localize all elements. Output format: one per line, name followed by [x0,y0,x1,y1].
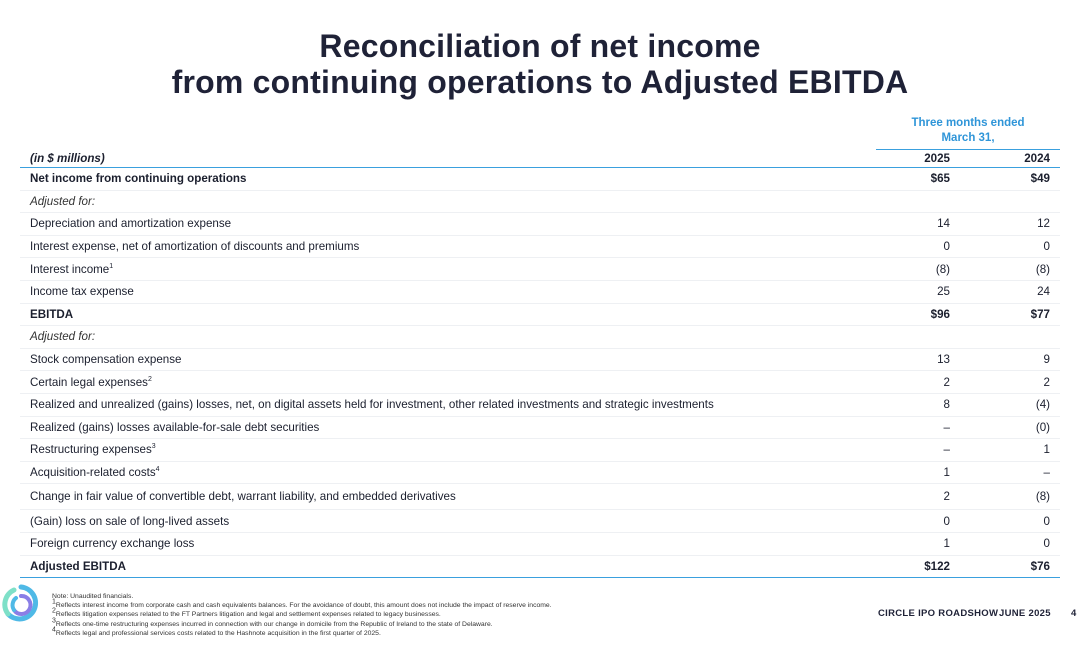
table-row-acquisition-costs [20,461,1060,484]
row-label: Restructuring expenses$^3$ [20,439,860,462]
value-2024: (4) [960,393,1060,416]
value-2024: 12 [960,213,1060,236]
table-row-fair-value-change [20,484,1060,510]
value-2024 [960,190,1060,213]
table-row-legal-expenses [20,371,1060,394]
value-2025: 0 [860,510,960,533]
value-2025: 1 [860,532,960,555]
value-2025: 2 [860,484,960,510]
footnote-marker: 3 [151,443,156,451]
row-label: Certain legal expenses$^2$ [20,371,860,394]
table-row-restructuring [20,439,1060,462]
table-row-stock-compensation [20,348,1060,371]
value-2024 [960,326,1060,349]
value-2024: 0 [960,235,1060,258]
value-2025: 8 [860,393,960,416]
value-2025: 0 [860,235,960,258]
row-label: Acquisition-related costs$^4$ [20,461,860,484]
value-2025: 14 [860,213,960,236]
row-label: Foreign currency exchange loss [20,532,860,555]
footnote-1: $^1$Reflects interest income from corporate cash and cash equivalents balances. For the avoidance of doubt, this amount does not include the impact of reserve income. [52,598,552,610]
table-row-adjusted-for [20,190,1060,213]
row-label: Depreciation and amortization expense [20,213,860,236]
footnote-2: $^2$Reflects litigation expenses related to the FT Partners litigation and legal and settlement expenses related to legacy businesses. [52,608,441,619]
value-2025: – [860,439,960,462]
column-header-2025: 2025 [860,150,960,168]
title-line-2: from continuing operations to Adjusted EBITDA [171,64,909,100]
value-2024: 24 [960,280,1060,303]
table-row-depreciation [20,213,1060,236]
value-2024: 0 [960,532,1060,555]
row-label: Realized and unrealized (gains) losses, net, on digital assets held for investment, other related investments and strategic investments [20,393,860,416]
row-label: Adjusted for: [20,326,860,349]
value-2025 [860,190,960,213]
period-line-1: Three months ended [911,117,1025,129]
row-label: Interest income$^1$ [20,258,860,281]
value-2024: (8) [960,484,1060,510]
note-unaudited: Note: Unaudited financials. [52,593,134,600]
footnote-marker: 4 [155,466,160,474]
value-2025 [860,326,960,349]
value-2025: $96 [860,303,960,326]
value-2024: 0 [960,510,1060,533]
period-header [876,116,1060,150]
column-header-2024: 2024 [960,150,1060,168]
page-title [0,28,1080,100]
period-line-2: March 31, [941,132,995,144]
footer-date: JUNE 2025 [999,608,1051,619]
value-2025: $122 [860,555,960,578]
table-row-income-tax [20,280,1060,303]
value-2025: (8) [860,258,960,281]
table-row-fx-loss [20,532,1060,555]
circle-logo-icon [2,584,40,626]
row-label: Adjusted EBITDA [20,555,860,578]
row-label: Stock compensation expense [20,348,860,371]
value-2025: $65 [860,168,960,191]
value-2024: $77 [960,303,1060,326]
footnote-3: $^3$Reflects one-time restructuring expenses incurred in connection with our change in domicile from the Republic of Ireland to the state of Delaware. [52,617,493,628]
table-header-row [20,150,1060,168]
title-line-1: Reconciliation of net income [319,28,761,64]
row-label: EBITDA [20,303,860,326]
reconciliation-table [20,150,1060,578]
row-label: Adjusted for: [20,190,860,213]
value-2024: 2 [960,371,1060,394]
value-2024: 9 [960,348,1060,371]
table-row-afs-securities [20,416,1060,439]
value-2024: $49 [960,168,1060,191]
table-row-interest-expense [20,235,1060,258]
value-2025: – [860,416,960,439]
value-2025: 1 [860,461,960,484]
footnote-4: $^4$Reflects legal and professional services costs related to the Hashnote acquisition in the first quarter of 2025. [52,626,381,637]
footnote-marker: 1 [109,262,114,270]
table-row-net-income [20,168,1060,191]
value-2025: 2 [860,371,960,394]
footnotes [52,592,552,638]
row-label: Income tax expense [20,280,860,303]
value-2024: – [960,461,1060,484]
table-row-ebitda [20,303,1060,326]
unit-label: (in $ millions) [20,150,860,168]
value-2024: (0) [960,416,1060,439]
table-row-long-lived-assets [20,510,1060,533]
page-number: 4 [1071,608,1077,619]
value-2024: (8) [960,258,1060,281]
value-2025: 25 [860,280,960,303]
table-row-adjusted-for [20,326,1060,349]
row-label: (Gain) loss on sale of long-lived assets [20,510,860,533]
row-label: Realized (gains) losses available-for-sale debt securities [20,416,860,439]
table-row-adjusted-ebitda [20,555,1060,578]
table-row-digital-assets [20,393,1060,416]
value-2024: 1 [960,439,1060,462]
table-row-interest-income [20,258,1060,281]
footer-company: CIRCLE IPO ROADSHOW [878,608,999,619]
value-2024: $76 [960,555,1060,578]
value-2025: 13 [860,348,960,371]
row-label: Change in fair value of convertible debt, warrant liability, and embedded derivatives [20,484,860,510]
row-label: Interest expense, net of amortization of discounts and premiums [20,235,860,258]
row-label: Net income from continuing operations [20,168,860,191]
footnote-marker: 2 [147,375,152,383]
